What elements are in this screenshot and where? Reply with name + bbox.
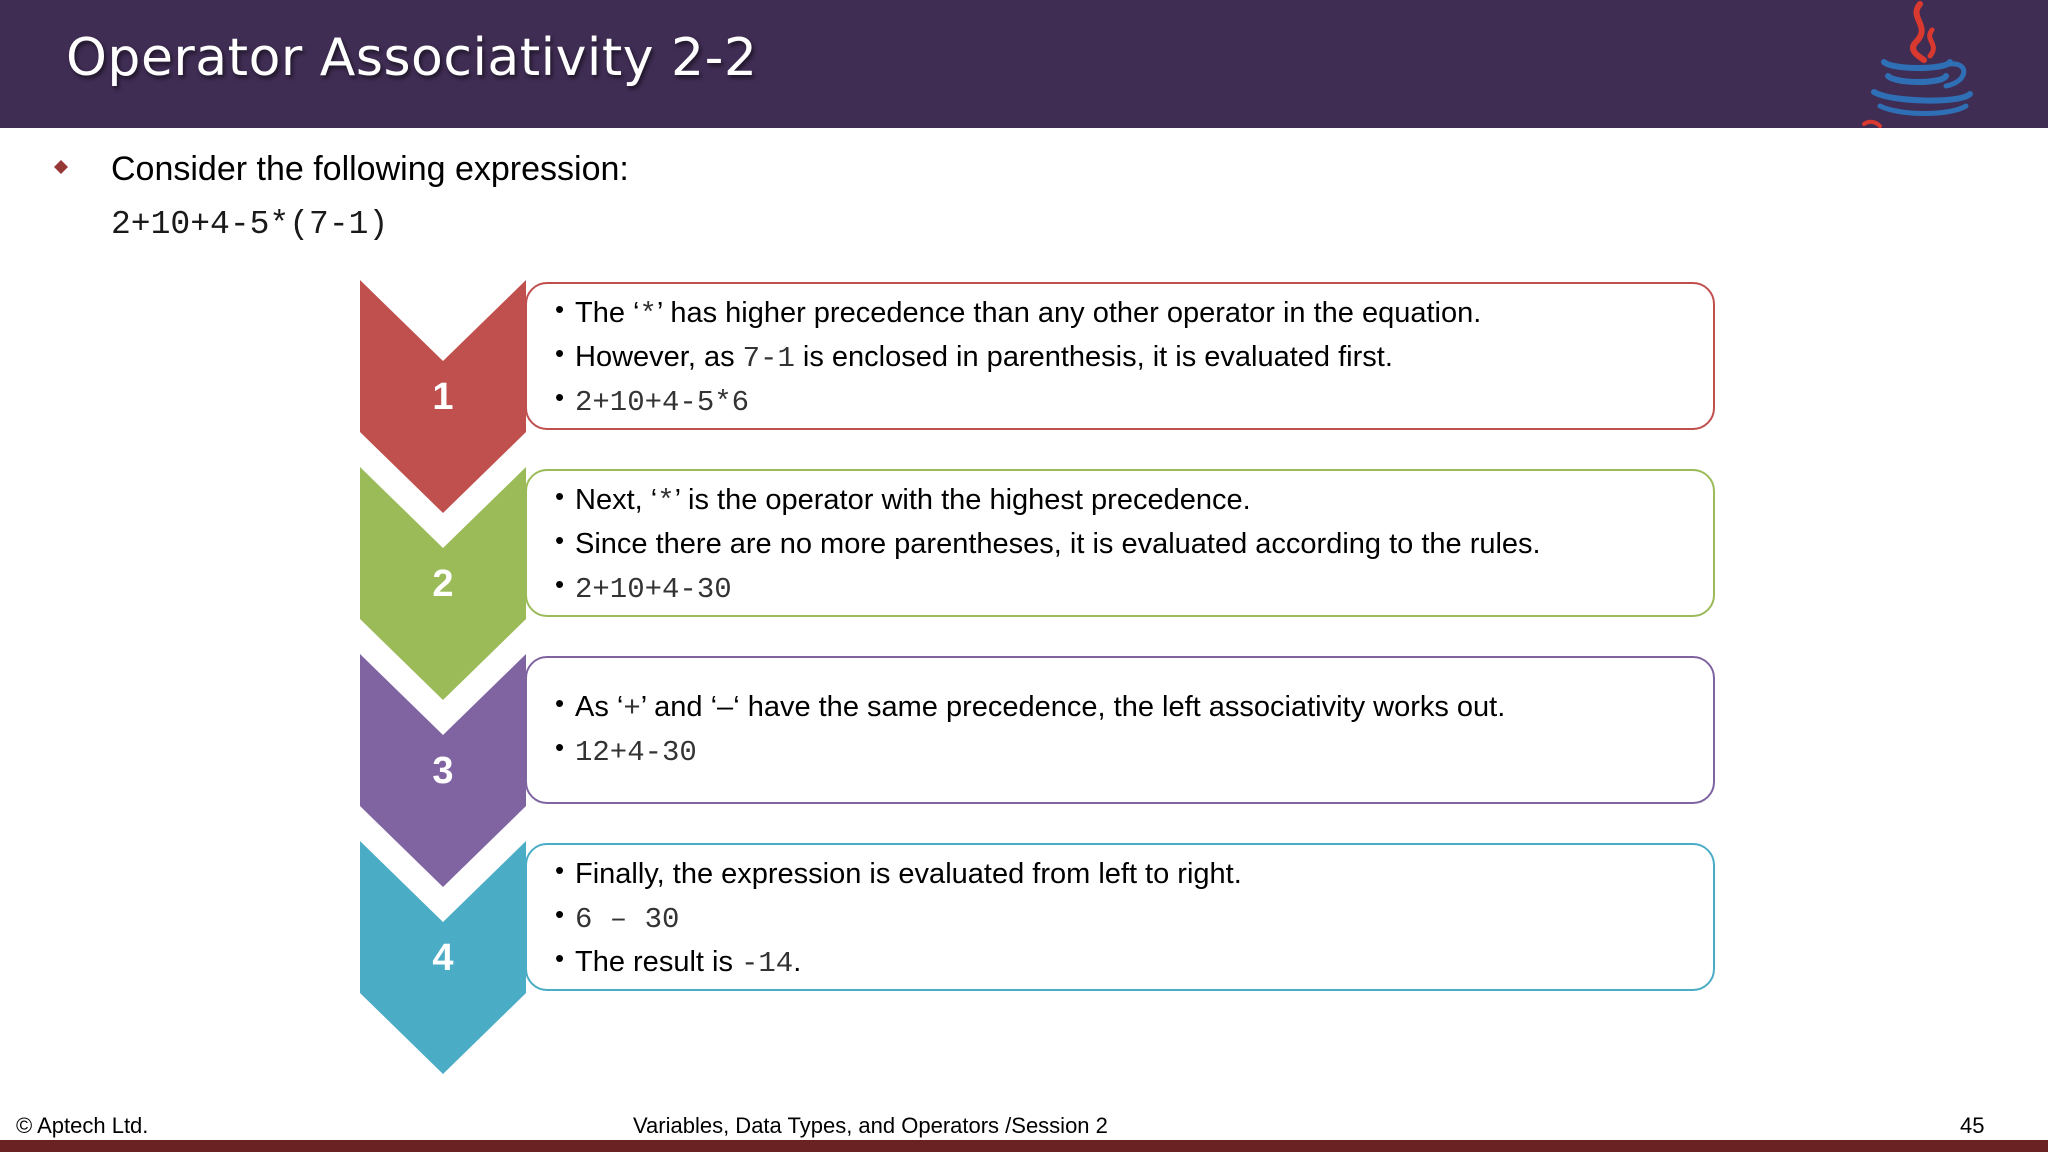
intro-text: Consider the following expression: bbox=[111, 150, 629, 188]
step-2-line-1: • Next, ‘*’ is the operator with the highest precedence. bbox=[555, 479, 1693, 523]
step-1-line-2: • However, as 7-1 is enclosed in parenthesis, it is evaluated first. bbox=[555, 336, 1693, 380]
step-2-line-3: • 2+10+4-30 bbox=[555, 567, 1693, 611]
expression: 2+10+4-5*(7-1) bbox=[111, 206, 389, 243]
diamond-bullet-icon bbox=[54, 160, 68, 174]
step-4-line-2: • 6 – 30 bbox=[555, 897, 1693, 941]
step-2-line-2: • Since there are no more parentheses, it is evaluated according to the rules. bbox=[555, 523, 1693, 567]
step-3-box bbox=[525, 656, 1715, 804]
page-number: 45 bbox=[1960, 1113, 1985, 1138]
step-4-line-1: • Finally, the expression is evaluated from left to right. bbox=[555, 853, 1693, 897]
steps-diagram bbox=[360, 280, 1760, 1080]
step-4-box bbox=[525, 843, 1715, 991]
step-4-number: 4 bbox=[432, 937, 454, 979]
step-1-number: 1 bbox=[432, 376, 454, 418]
step-3-line-2: • 12+4-30 bbox=[555, 730, 1693, 774]
step-2-number: 2 bbox=[432, 563, 454, 605]
step-3-number: 3 bbox=[432, 750, 454, 792]
footer-copyright: © Aptech Ltd. bbox=[16, 1113, 149, 1138]
slide-title: Operator Associativity 2-2 bbox=[66, 28, 758, 88]
footer-session: Variables, Data Types, and Operators /Session 2 bbox=[633, 1113, 1108, 1138]
step-1-line-3: • 2+10+4-5*6 bbox=[555, 380, 1693, 424]
step-2-box bbox=[525, 469, 1715, 617]
step-3-line-1: • As ‘+’ and ‘–‘ have the same precedence, the left associativity works out. bbox=[555, 686, 1693, 730]
step-1-line-1: • The ‘*’ has higher precedence than any other operator in the equation. bbox=[555, 292, 1693, 336]
bottom-bar bbox=[0, 1140, 2048, 1152]
java-logo-icon bbox=[1850, 0, 1986, 128]
step-4-line-3: • The result is -14. bbox=[555, 941, 1693, 985]
title-bar bbox=[0, 0, 2048, 128]
step-1-box bbox=[525, 282, 1715, 430]
